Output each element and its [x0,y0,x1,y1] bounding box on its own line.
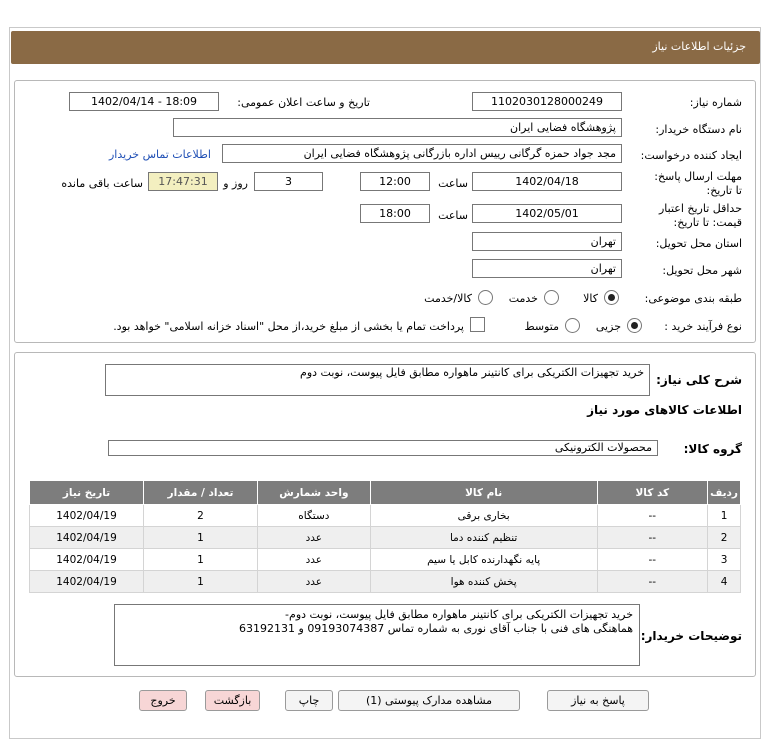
goods-table [29,480,741,593]
table-row [30,505,741,527]
cell-date: 1402/04/19 [30,527,144,549]
cell-unit: عدد [257,527,370,549]
buyer-notes-line-2: هماهنگی های فنی با جناب آقای نوری به شماره تماس 09193074387 و 63192131 [239,622,633,635]
exit-button[interactable]: خروج [139,690,187,711]
category-goods-label: کالا [583,292,598,305]
category-both-radio[interactable] [478,290,493,305]
cell-row: 2 [708,527,741,549]
cell-name: تنظیم کننده دما [370,527,597,549]
city-label: شهر محل تحویل: [662,264,742,277]
contact-buyer-link[interactable]: اطلاعات تماس خریدار [109,148,211,161]
page-header [11,31,760,64]
cell-code: -- [597,549,708,571]
city-field[interactable]: تهران [472,259,622,278]
col-unit-header: واحد شمارش [257,481,370,505]
cell-qty: 1 [144,549,258,571]
cell-date: 1402/04/19 [30,549,144,571]
validity-time-label: ساعت [438,209,468,222]
cell-code: -- [597,505,708,527]
need-number-label: شماره نیاز: [689,96,742,109]
cell-code: -- [597,571,708,593]
reply-deadline-label: مهلت ارسال پاسخ: تا تاریخ: [654,170,742,197]
col-name-header: نام کالا [370,481,597,505]
col-qty-header: تعداد / مقدار [144,481,258,505]
goods-group-label: گروه کالا: [683,442,742,456]
buyer-notes-line-1: خرید تجهیزات الکتریکی برای کانتینر ماهواره مطابق فایل پیوست، نوبت دوم- [285,608,633,621]
cell-date: 1402/04/19 [30,505,144,527]
buyer-org-label: نام دستگاه خریدار: [655,123,742,136]
buyer-org-field[interactable]: پژوهشگاه فضایی ایران [173,118,622,137]
cell-name: پایه نگهدارنده کابل یا سیم [370,549,597,571]
goods-info-title: اطلاعات کالاهای مورد نیاز [587,403,742,417]
reply-button[interactable]: پاسخ به نیاز [547,690,649,711]
summary-field: خرید تجهیزات الکتریکی برای کانتینر ماهواره مطابق فایل پیوست، نوبت دوم [105,364,650,396]
cell-name: پخش کننده هوا [370,571,597,593]
reply-date-field[interactable]: 1402/04/18 [472,172,622,191]
cell-row: 4 [708,571,741,593]
need-number-field[interactable]: 1102030128000249 [472,92,622,111]
col-code-header: کد کالا [597,481,708,505]
cell-code: -- [597,527,708,549]
cell-unit: عدد [257,571,370,593]
cell-qty: 1 [144,527,258,549]
announce-label: تاریخ و ساعت اعلان عمومی: [237,96,370,109]
category-goods-radio[interactable] [604,290,619,305]
col-row-header: ردیف [708,481,741,505]
cell-qty: 2 [144,505,258,527]
process-medium-radio[interactable] [565,318,580,333]
requester-field[interactable]: مجد جواد حمزه گرگانی رییس اداره بازرگانی پژوهشگاه فضایی ایران [222,144,622,163]
category-service-label: خدمت [508,292,538,305]
days-field[interactable]: 3 [254,172,323,191]
announce-field[interactable]: 1402/04/14 - 18:09 [69,92,219,111]
process-minor-label: جزیی [595,320,621,333]
category-label: طبقه بندی موضوعی: [644,292,742,305]
page-title: جزئیات اطلاعات نیاز [652,40,746,53]
days-label: روز و [223,177,248,190]
back-button[interactable]: بازگشت [205,690,260,711]
cell-date: 1402/04/19 [30,571,144,593]
category-both-label: کالا/خدمت [424,292,472,305]
validity-date-field[interactable]: 1402/05/01 [472,204,622,223]
attachments-button[interactable]: مشاهده مدارک پیوستی (1) [338,690,520,711]
table-row [30,527,741,549]
print-button[interactable]: چاپ [285,690,333,711]
reply-time-field[interactable]: 12:00 [360,172,430,191]
cell-unit: دستگاه [257,505,370,527]
table-row [30,549,741,571]
cell-row: 3 [708,549,741,571]
goods-group-field: محصولات الکترونیکی [108,440,658,456]
cell-qty: 1 [144,571,258,593]
province-field[interactable]: تهران [472,232,622,251]
treasury-payment-checkbox[interactable] [470,317,485,332]
process-minor-radio[interactable] [627,318,642,333]
summary-label: شرح کلی نیاز: [656,373,742,387]
remaining-time-field: 17:47:31 [148,172,218,191]
buyer-notes-field [114,604,640,666]
treasury-payment-note: پرداخت تمام یا بخشی از مبلغ خرید،از محل "اسناد خزانه اسلامی" خواهد بود. [113,320,464,333]
category-service-radio[interactable] [544,290,559,305]
process-medium-label: متوسط [524,320,559,333]
cell-unit: عدد [257,549,370,571]
remaining-label: ساعت باقی مانده [61,177,143,190]
reply-time-label: ساعت [438,177,468,190]
buyer-notes-label: توضیحات خریدار: [640,629,742,643]
cell-name: بخاری برقی [370,505,597,527]
validity-label: حداقل تاریخ اعتبار قیمت: تا تاریخ: [658,202,742,229]
province-label: استان محل تحویل: [655,237,742,250]
validity-time-field[interactable]: 18:00 [360,204,430,223]
process-label: نوع فرآیند خرید : [664,320,742,333]
requester-label: ایجاد کننده درخواست: [640,149,742,162]
cell-row: 1 [708,505,741,527]
col-date-header: تاریخ نیاز [30,481,144,505]
table-row [30,571,741,593]
